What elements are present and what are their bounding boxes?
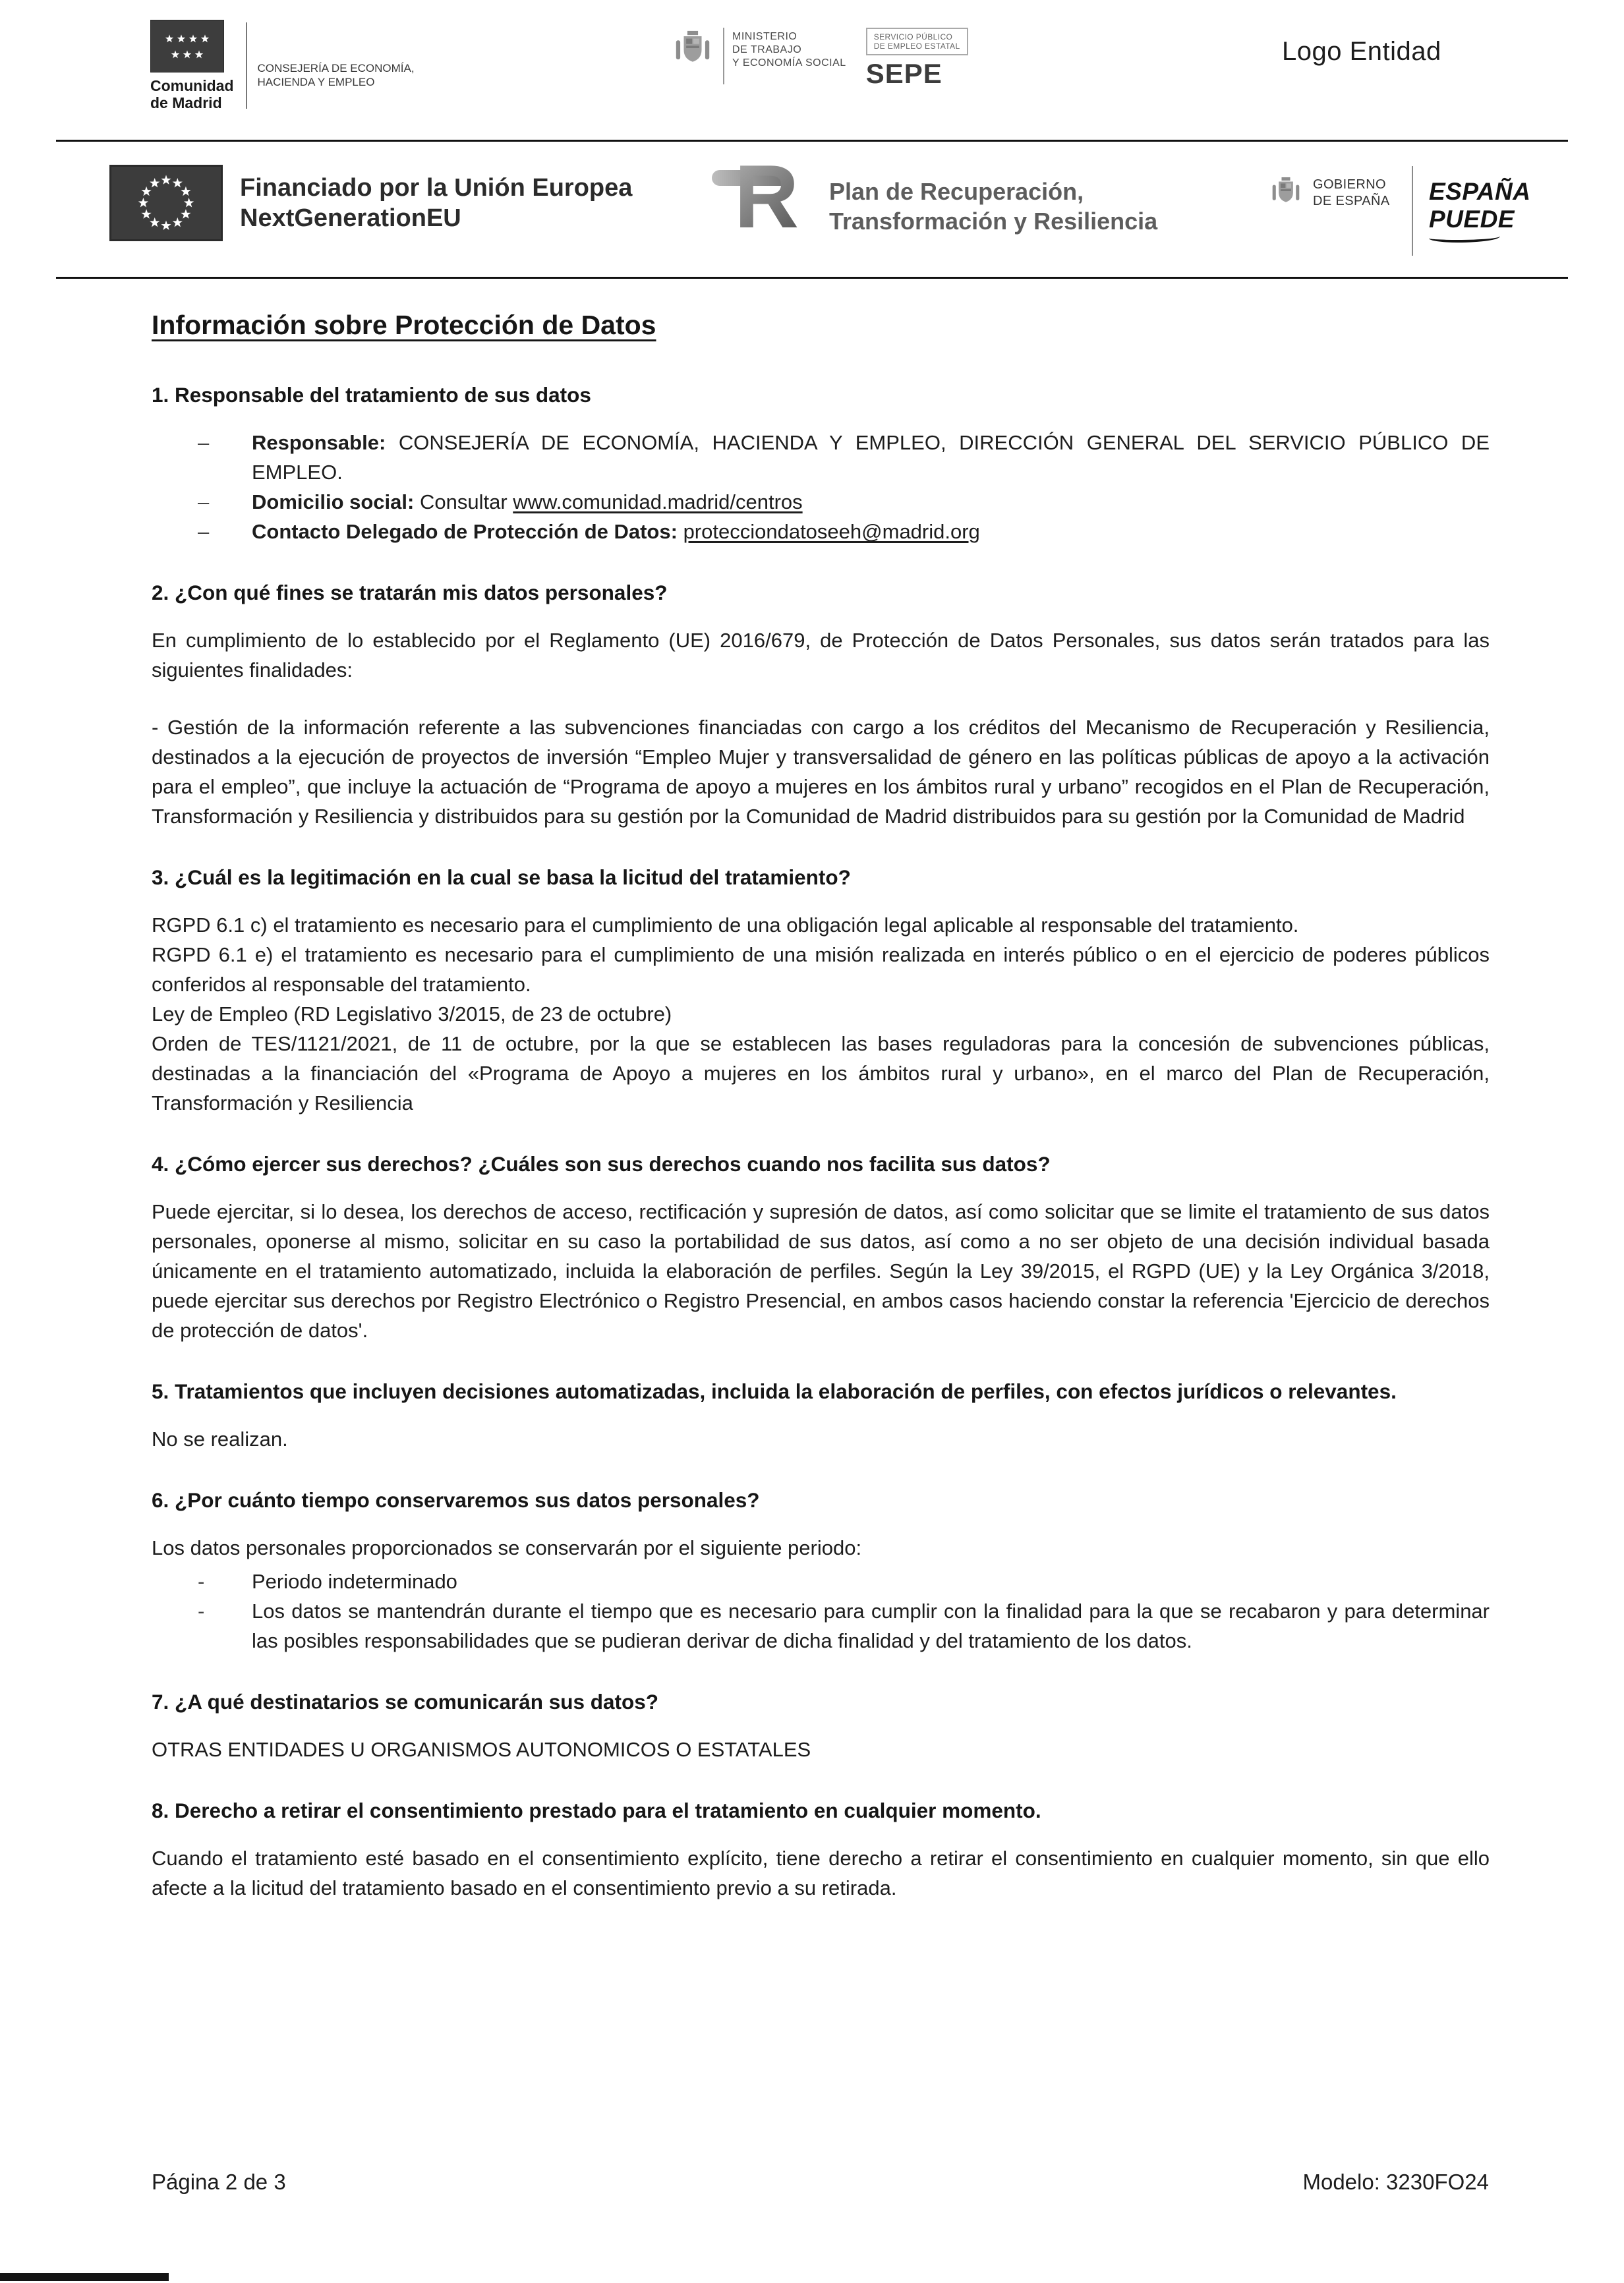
section-5-automatizadas	[152, 1377, 1490, 1454]
section-5-paragraph: No se realizan.	[152, 1428, 288, 1451]
responsable-list	[152, 428, 1490, 546]
eu-funding-logo	[109, 165, 632, 241]
section-3-legitimacion	[152, 863, 1490, 1118]
section-2-heading: 2. ¿Con qué fines se tratarán mis datos personales?	[152, 581, 668, 604]
section-3-line-3: Ley de Empleo (RD Legislativo 3/2015, de 23 de octubre)	[152, 1002, 672, 1026]
ministry-name: MINISTERIO DE TRABAJO Y ECONOMÍA SOCIAL	[732, 31, 846, 69]
list-item-contacto: – Contacto Delegado de Protección de Datos: protecciondatoseeh@madrid.org	[152, 517, 1490, 546]
dpd-email-link[interactable]: protecciondatoseeh@madrid.org	[683, 520, 980, 543]
hyphen-bullet: -	[198, 1570, 205, 1593]
madrid-logo-name	[150, 77, 234, 111]
sepe-logo	[866, 24, 968, 90]
section-2-paragraph-2: - Gestión de la información referente a las subvenciones financiadas con cargo a los créditos del Mecanismo de Recuperación y Resiliencia, destinados a la ejecución de proyectos de inversión “Empleo Mujer y transversalidad de género en las políticas públicas de apoyo a la activación para el empleo”, que incluye la actuación de “Programa de apoyo a mujeres en los ámbitos rural y urbano” recogidos en el Plan de Recuperación, Transformación y Resiliencia y distribuidos para su gestión por la Comunidad de Madrid distribuidos para su gestión por la Comunidad de Madrid	[152, 716, 1490, 828]
header-rule-bottom	[56, 277, 1568, 279]
section-8-heading: 8. Derecho a retirar el consentimiento prestado para el tratamiento en cualquier momento.	[152, 1799, 1041, 1822]
dash-bullet: –	[198, 431, 210, 454]
madrid-name-line2: de Madrid	[150, 94, 222, 111]
section-6-paragraph: Los datos personales proporcionados se conservarán por el siguiente periodo:	[152, 1536, 862, 1559]
espana-puede-logo: ESPAÑA PUEDE	[1429, 178, 1530, 243]
hyphen-bullet: -	[198, 1600, 205, 1623]
ministry-divider	[723, 28, 724, 84]
page-footer	[152, 2170, 1489, 2195]
gobierno-text: GOBIERNO DE ESPAÑA	[1313, 177, 1390, 208]
madrid-logo-divider	[246, 22, 247, 109]
section-5-heading: 5. Tratamientos que incluyen decisiones automatizadas, incluida la elaboración de perfiles, con efectos jurídicos o relevantes.	[152, 1379, 1397, 1403]
section-4-heading: 4. ¿Cómo ejercer sus derechos? ¿Cuáles son sus derechos cuando nos facilita sus datos?	[152, 1152, 1051, 1176]
sepe-subtitle: SERVICIO PÚBLICO DE EMPLEO ESTATAL	[866, 28, 968, 55]
dash-bullet: –	[198, 520, 210, 543]
section-7-paragraph: OTRAS ENTIDADES U ORGANISMOS AUTONOMICOS O ESTATALES	[152, 1738, 811, 1761]
prtr-logo	[712, 146, 1158, 258]
header	[0, 14, 1624, 138]
madrid-flag-icon	[150, 20, 224, 72]
document-body	[152, 310, 1490, 1934]
madrid-logo	[150, 20, 415, 111]
section-4-derechos	[152, 1149, 1490, 1345]
conservacion-list	[152, 1567, 1490, 1656]
section-2-fines	[152, 578, 1490, 831]
eu-flag-icon	[109, 165, 223, 241]
section-7-destinatarios	[152, 1687, 1490, 1764]
section-2-paragraph-1: En cumplimiento de lo establecido por el Reglamento (UE) 2016/679, de Protección de Datos Personales, sus datos serán tratados para las siguientes finalidades:	[152, 629, 1490, 681]
madrid-department: CONSEJERÍA DE ECONOMÍA, HACIENDA Y EMPLEO	[257, 62, 415, 88]
header-rule-top	[56, 140, 1568, 142]
section-3-line-1: RGPD 6.1 c) el tratamiento es necesario para el cumplimiento de una obligación legal aplicable al responsable del tratamiento.	[152, 913, 1299, 937]
section-3-line-2: RGPD 6.1 e) el tratamiento es necesario para el cumplimiento de una misión realizada en interés público o en el ejercicio de poderes públicos conferidos al responsable del tratamiento.	[152, 943, 1490, 996]
spain-coat-of-arms-icon	[669, 26, 716, 73]
page-number: Página 2 de 3	[152, 2170, 286, 2194]
list-item-mantenimiento: - Los datos se mantendrán durante el tiempo que es necesario para cumplir con la finalidad para la que se recabaron y para determinar las posibles responsabilidades que se pudieran derivar de dicha finalidad y del tratamiento de los datos.	[152, 1596, 1490, 1656]
banner-divider	[1412, 166, 1413, 256]
centros-link[interactable]: www.comunidad.madrid/centros	[513, 490, 803, 513]
model-number: Modelo: 3230FO24	[1302, 2170, 1489, 2194]
ministry-logo	[669, 24, 968, 90]
section-3-heading: 3. ¿Cuál es la legitimación en la cual se basa la licitud del tratamiento?	[152, 865, 851, 889]
section-7-heading: 7. ¿A qué destinatarios se comunicarán sus datos?	[152, 1690, 659, 1714]
section-1-heading: 1. Responsable del tratamiento de sus datos	[152, 383, 591, 407]
dash-bullet: –	[198, 490, 210, 513]
section-1-responsable	[152, 380, 1490, 546]
eu-funding-text: Financiado por la Unión Europea NextGenerationEU	[240, 174, 633, 232]
gobierno-coat-of-arms-icon	[1267, 173, 1305, 213]
section-8-paragraph: Cuando el tratamiento esté basado en el consentimiento explícito, tiene derecho a retirar el consentimiento en cualquier momento, sin que ello afecte a la licitud del tratamiento basado en el consentimiento previo a su retirada.	[152, 1847, 1490, 1899]
list-item-domicilio: – Domicilio social: Consultar www.comunidad.madrid/centros	[152, 487, 1490, 517]
funding-banner	[0, 148, 1624, 274]
section-8-retirada	[152, 1796, 1490, 1903]
espana-puede-swash	[1429, 232, 1500, 243]
section-4-paragraph: Puede ejercitar, si lo desea, los derechos de acceso, rectificación y supresión de datos, así como solicitar que se limite el tratamiento de sus datos personales, oponerse al mismo, solicitar en su caso la portabilidad de sus datos, así como a no ser objeto de una decisión individual basada únicamente en el tratamiento automatizado, incluida la elaboración de perfiles. Según la Ley 39/2015, el RGPD (UE) y la Ley Orgánica 3/2018, puede ejercitar sus derechos por Registro Electrónico o Registro Presencial, en ambos casos haciendo constar la referencia 'Ejercicio de derechos de protección de datos'.	[152, 1200, 1490, 1342]
prtr-logo-icon: R	[712, 154, 825, 258]
gobierno-logo	[1267, 173, 1390, 213]
sepe-wordmark: SEPE	[865, 58, 942, 89]
page-title: Información sobre Protección de Datos	[152, 310, 656, 340]
section-3-block	[152, 910, 1490, 1118]
list-item-periodo: - Periodo indeterminado	[152, 1567, 1490, 1596]
section-6-conservacion	[152, 1486, 1490, 1656]
madrid-name-line1: Comunidad	[150, 77, 234, 94]
prtr-text: Plan de Recuperación, Transformación y Resiliencia	[829, 178, 1158, 235]
entity-logo-placeholder: Logo Entidad	[1282, 37, 1441, 66]
list-item-responsable: – Responsable: CONSEJERÍA DE ECONOMÍA, HACIENDA Y EMPLEO, DIRECCIÓN GENERAL DEL SERVICIO PÚBLICO DE EMPLEO.	[152, 428, 1490, 487]
page-edge-artifact	[0, 2273, 169, 2281]
section-3-line-4: Orden de TES/1121/2021, de 11 de octubre, por la que se establecen las bases reguladoras para la concesión de subvenciones públicas, destinadas a la financiación del «Programa de Apoyo a mujeres en los ámbitos rural y urbano», en el marco del Plan de Recuperación, Transformación y Resiliencia	[152, 1032, 1490, 1114]
section-6-heading: 6. ¿Por cuánto tiempo conservaremos sus datos personales?	[152, 1488, 760, 1512]
